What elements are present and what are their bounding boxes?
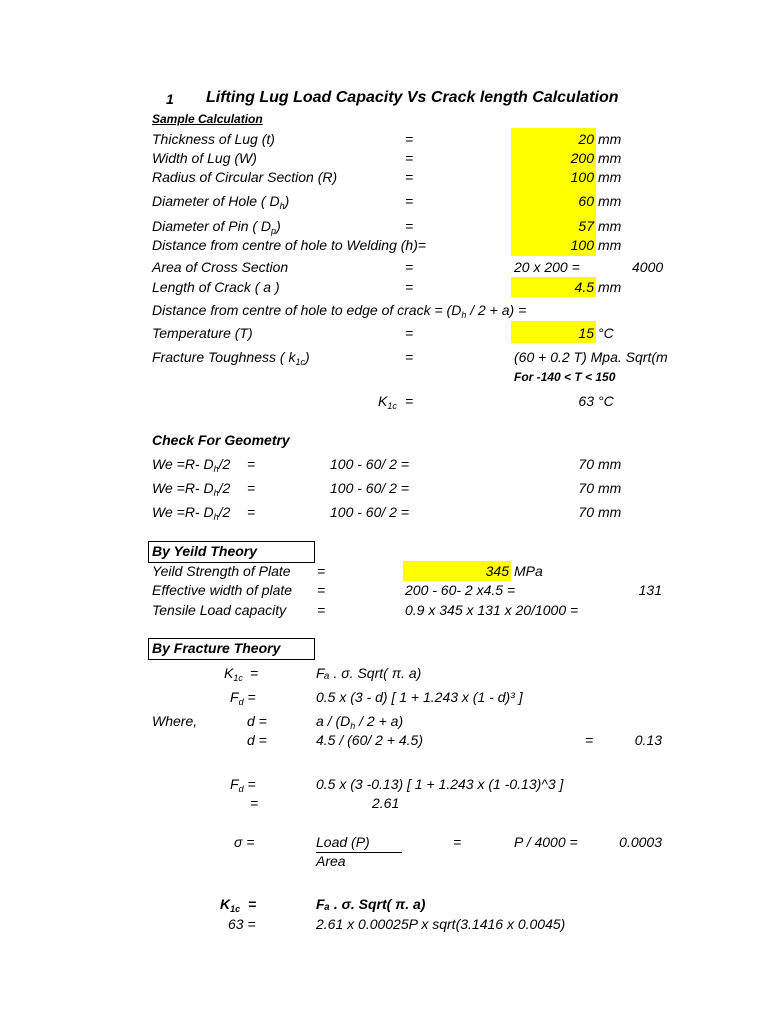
pin-diameter-value[interactable]: 57 xyxy=(578,218,594,234)
d-lhs: d = xyxy=(247,732,267,748)
k1c-lhs: $K_{1c}$ xyxy=(224,665,243,683)
geometry-section-title: Check For Geometry xyxy=(152,432,290,448)
equals-sign: = xyxy=(317,582,326,598)
equals-sign: = xyxy=(405,393,414,409)
temperature-range-note: For -140 < T < 150 xyxy=(514,370,616,384)
welding-distance-value[interactable]: 100 xyxy=(570,237,594,253)
d-value: 0.13 xyxy=(634,732,662,748)
equals-sign: = xyxy=(405,325,414,341)
final-k1c-lhs: $K_{1c}$ xyxy=(220,896,241,914)
equals-sign: = xyxy=(405,259,414,275)
d-formula: $a / (D_h / 2 + a)$ xyxy=(316,713,404,731)
unit-label: mm xyxy=(598,237,622,253)
equals-sign: = xyxy=(405,169,414,185)
fracture-theory-title: By Fracture Theory xyxy=(152,640,281,656)
sigma-lhs: σ = xyxy=(234,834,255,850)
page-title: Lifting Lug Load Capacity Vs Crack length Calculation xyxy=(206,89,619,106)
effective-width-label: Effective width of plate xyxy=(152,582,293,598)
radius-label: Radius of Circular Section (R) xyxy=(152,169,338,185)
thickness-label: Thickness of Lug (t) xyxy=(152,131,275,147)
d-substitution: 4.5 / (60/ 2 + 4.5) xyxy=(316,732,424,748)
unit-label: mm xyxy=(598,456,622,472)
crack-length-value[interactable]: 4.5 xyxy=(574,279,594,295)
equals-sign: = xyxy=(248,896,257,912)
equals-sign: = xyxy=(247,456,256,472)
thickness-value[interactable]: 20 xyxy=(578,131,594,147)
final-lhs-value: 63 = xyxy=(228,916,256,932)
equals-sign: = xyxy=(247,504,256,520)
area-expression: 20 x 200 = xyxy=(514,259,580,275)
yield-theory-title: By Yeild Theory xyxy=(152,543,258,559)
fracture-toughness-label: Fracture Toughness ( $k_{1c}$) xyxy=(152,349,310,367)
geometry-lhs: We =R- $D_h/2$ xyxy=(152,480,231,498)
crack-length-label: Length of Crack ( a ) xyxy=(152,279,280,295)
unit-label: mm xyxy=(598,131,622,147)
equals-sign: = xyxy=(405,131,414,147)
geometry-lhs: We =R- $D_h/2$ xyxy=(152,456,231,474)
unit-label: mm xyxy=(598,480,622,496)
effective-width-value: 131 xyxy=(638,582,662,598)
area-value: 4000 xyxy=(632,259,664,275)
unit-label: mm xyxy=(598,218,622,234)
unit-label: mm xyxy=(598,193,622,209)
equals-sign: = xyxy=(453,834,462,850)
equals-sign: = xyxy=(250,665,259,681)
geometry-value: 70 xyxy=(578,504,594,520)
fd-lhs: $F_d$ = xyxy=(230,689,256,707)
unit-label: mm xyxy=(598,150,622,166)
equals-sign: = xyxy=(405,349,414,365)
width-label: Width of Lug (W) xyxy=(152,150,257,166)
equals-sign: = xyxy=(317,602,326,618)
area-denominator: Area xyxy=(316,853,346,869)
tensile-load-expression: 0.9 x 345 x 131 x 20/1000 = xyxy=(405,602,579,618)
yield-strength-value[interactable]: 345 xyxy=(485,563,509,579)
equals-sign: = xyxy=(405,150,414,166)
sample-calculation-label: Sample Calculation xyxy=(152,112,263,126)
toughness-expression: (60 + 0.2 T) Mpa. Sqrt(m xyxy=(514,349,668,365)
equals-sign: = xyxy=(405,218,414,234)
equals-sign: = xyxy=(585,732,594,748)
k1c-label: $K_{1c}$ xyxy=(378,393,397,411)
unit-label: mm xyxy=(598,169,622,185)
k1c-formula: Fₐ . σ. Sqrt( π. a) xyxy=(316,665,422,681)
d-lhs: d = xyxy=(247,713,267,729)
geometry-value: 70 xyxy=(578,456,594,472)
geometry-expression: 100 - 60/ 2 = xyxy=(330,480,410,496)
yield-strength-label: Yeild Strength of Plate xyxy=(152,563,291,579)
unit-label: MPa xyxy=(514,563,543,579)
hole-diameter-label: Diameter of Hole ( $D_h$) xyxy=(152,193,290,211)
unit-label: mm xyxy=(598,504,622,520)
crack-edge-distance-label: Distance from centre of hole to edge of crack = $(D_h / 2 + a)$ = xyxy=(152,302,527,320)
fd-lhs: $F_d$ = xyxy=(230,776,256,794)
geometry-expression: 100 - 60/ 2 = xyxy=(330,456,410,472)
radius-value[interactable]: 100 xyxy=(570,169,594,185)
fd-value: 2.61 xyxy=(372,795,400,811)
effective-width-expression: 200 - 60- 2 x4.5 = xyxy=(405,582,516,598)
where-label: Where, xyxy=(152,713,198,729)
section-number: 1 xyxy=(166,91,174,107)
temperature-value[interactable]: 15 xyxy=(578,325,594,341)
welding-distance-label: Distance from centre of hole to Welding (h)= xyxy=(152,237,427,253)
equals-sign: = xyxy=(250,795,259,811)
final-k1c-formula: Fₐ . σ. Sqrt( π. a) xyxy=(316,896,426,912)
sigma-value: 0.0003 xyxy=(619,834,662,850)
sigma-expression: P / 4000 = xyxy=(514,834,578,850)
k1c-value: 63 xyxy=(578,393,594,409)
temperature-label: Temperature (T) xyxy=(152,325,253,341)
geometry-value: 70 xyxy=(578,480,594,496)
load-numerator: Load (P) xyxy=(316,834,370,850)
equals-sign: = xyxy=(405,193,414,209)
geometry-lhs: We =R- $D_h/2$ xyxy=(152,504,231,522)
unit-label: °C xyxy=(598,325,614,341)
hole-diameter-value[interactable]: 60 xyxy=(578,193,594,209)
unit-label: mm xyxy=(598,279,622,295)
pin-diameter-label: Diameter of Pin ( $D_p$) xyxy=(152,218,281,236)
equals-sign: = xyxy=(317,563,326,579)
equals-sign: = xyxy=(405,279,414,295)
tensile-load-label: Tensile Load capacity xyxy=(152,602,287,618)
geometry-expression: 100 - 60/ 2 = xyxy=(330,504,410,520)
area-label: Area of Cross Section xyxy=(152,259,289,275)
unit-label: °C xyxy=(598,393,614,409)
width-value[interactable]: 200 xyxy=(570,150,594,166)
equals-sign: = xyxy=(247,480,256,496)
fd-formula: 0.5 x (3 - d) [ 1 + 1.243 x (1 - d)³ ] xyxy=(316,689,523,705)
final-substitution: 2.61 x 0.00025P x sqrt(3.1416 x 0.0045) xyxy=(316,916,566,932)
fd-substitution: 0.5 x (3 -0.13) [ 1 + 1.243 x (1 -0.13)^3 ] xyxy=(316,776,564,792)
